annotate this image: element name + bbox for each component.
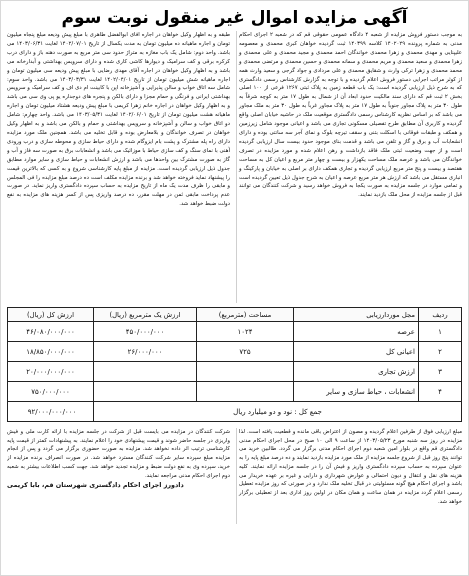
row-item: انشعابات ، حیاط سازی و سایر xyxy=(294,382,419,402)
footer-left-text: شرکت کنندگان در مزایده می بایست قبل از شرکت در جلسه مزایده با ارائه کارت ملی و فیش واریزی در جلسه حاضر شوند و قیمت پیشنهادی خود را اعلام نمایند. به پیشنهادات کمتر از قیمت پایه کارشناسی ترتیب اثر داده نخواهد شد. مزایده به صورت حضوری برگزار می گردد و پس از انجام مزایده مبلغ سپرده سایر شرکت کنندگان مسترد خواهد شد. در صورت انصراف برنده مزایده از خرید، سپرده وی به نفع دولت ضبط و مزایده تجدید خواهد شد. جهت کسب اطلاعات بیشتر به شعبه دوم اجرای احکام مدنی مراجعه نمایند. xyxy=(7,429,230,479)
row-area: ۱۰۲۴ xyxy=(197,322,294,342)
row-item: ارزش تجاری xyxy=(294,362,419,382)
row-total-value: ۲۰/۰۰۰/۰۰۰/۰۰۰ xyxy=(8,362,94,382)
row-unit-value: ۴۵۰/۰۰۰/۰۰۰ xyxy=(94,322,197,342)
table-row xyxy=(8,382,462,402)
row-index: ۳ xyxy=(419,362,462,382)
notice-header xyxy=(7,5,462,31)
row-total-value: ۱۸/۸۵۰/۰۰۰/۰۰۰ xyxy=(8,342,94,362)
notice-footer xyxy=(7,428,462,524)
row-item: اعیانی کل xyxy=(294,342,419,362)
row-unit-value xyxy=(94,382,197,402)
table-row xyxy=(8,322,462,342)
valuation-table xyxy=(7,307,462,422)
table-row xyxy=(8,342,462,362)
body-left-column: طبقه و به اظهار وکیل خواهان در اجاره افای ابوالفضل طاهری با مبلغ پیش ودیعه مبلغ پنجاه میلیون تومان و اجاره ماهیانه ده میلیون تومان به مدت یکسال از تاریخ ۱۴۰۲/۰۷/۰۱ لغایت ۱۴۰۳/۰۶/۳۱ می باشد. واحد دوم: شامل یک باب مغازه به متراژ حدود سی متر مربع به صورت دهنه باز و دارای درب کرکره برقی و کف سرامیک و دیوارها کاشی کاری شده و دارای سرویس بهداشتی و آبدارخانه می باشد و به اظهار وکیل خواهان در اجاره آقای مهدی رضایی با مبلغ پیش ودیعه سی میلیون تومان و اجاره ماهیانه شش میلیون تومان از تاریخ ۱۴۰۲/۰۴/۰۱ لغایت ۱۴۰۳/۰۳/۳۱ می باشد. واحد سوم: شامل سه اتاق خواب و سالن پذیرایی و آشپزخانه اپن با کابینت ام دی اف و کف سرامیک و سرویس بهداشتی ایرانی و فرنگی و حمام مجزا و دارای بالکن و پنجره های دوجداره یو پی وی سی می باشد و به اظهار وکیل خواهان در اجاره خانم زهرا کریمی با مبلغ پیش ودیعه هشتاد میلیون تومان و اجاره ماهیانه هشت میلیون تومان از تاریخ ۱۴۰۲/۰۶/۰۱ لغایت ۱۴۰۳/۰۵/۳۱ می باشد. واحد چهارم: شامل دو اتاق خواب و سالن و آشپزخانه و سرویس بهداشتی و حمام و بالکن می باشد و به اظهار وکیل خواهان در تصرف خواندگان و بلامعارض بوده و قابل تخلیه می باشد. همچنین ملک مورد مزایده دارای راه پله مشترک و پشت بام ایزوگام شده و دارای حیاط سازی و محوطه سازی و درب ورودی آهنی با نمای سنگ و کف سازی حیاط با موزائیک می باشد و انشعابات برق به صورت سه فاز و آب و گاز به صورت مشترک بین واحدها می باشد و ارزش انشعابات و حیاط سازی و سایر موارد مطابق جدول ذیل ارزیابی گردیده است. مزایده از مبلغ پایه کارشناسی شروع و به کسی که بالاترین قیمت را پیشنهاد نماید فروخته خواهد شد و برنده مزایده مکلف است ده درصد مبلغ مزایده را فی المجلس و مابقی را ظرف مدت یک ماه از تاریخ مزایده به حساب سپرده دادگستری واریز نماید. در صورت عدم پرداخت مابقی ثمن در مهلت مقرر، ده درصد واریزی پس از کسر هزینه های مزایده به نفع دولت ضبط خواهد شد. xyxy=(7,32,230,208)
row-total-value: ۴۶/۰۸۰/۰۰۰/۰۰۰ xyxy=(8,322,94,342)
footer-right-column: مبلغ ارزیابی فوق از طرفین اعلام گردیده و مصون از اعتراض باقی مانده و قطعیت یافته است. لذا مزایده در روز سه شنبه مورخ ۱۴۰۳/۰۵/۲۳ از ساعت ۹ الی ۱۰ صبح در محل اجرای احکام مدنی دادگستری قم واقع در بلوار امین شعبه دوم اجرای احکام مدنی برگزار می گردد. طالبین خرید می توانند پنج روز قبل از شروع جلسه مزایده از ملک مورد مزایده بازدید نمایند و ده درصد مبلغ پایه را به عنوان سپرده به حساب سپرده دادگستری واریز و فیش آن را در جلسه مزایده ارائه نمایند. کلیه هزینه های نقل و انتقال و دیون احتمالی و عوارض شهرداری و دارایی و غیره بر عهده خریدار می باشد و اجرای احکام هیچ گونه مسئولیتی در قبال تخلیه ملک ندارد و در صورتی که روز مزایده تعطیل رسمی اعلام گردد مزایده در همان ساعت و همان مکان در اولین روز اداری بعد از تعطیلی برگزار خواهد شد. xyxy=(236,428,462,524)
notice-title: آگهی مزایده اموال غیر منقول نوبت سوم xyxy=(61,8,408,28)
row-area: ۷۲۵ xyxy=(197,342,294,362)
body-right-column: به موجب دستور فروش مزایده از شعبه ۴ دادگاه عمومی حقوقی قم که در شعبه ۲ اجرای احکام مدنی به شماره پرونده ۱۴۰۲۰۲۹ کلاسه ۱۴۰۳۹۹ ثبت گردیده خواهان کبری محمدی و معصومه علیپنایی و مهدی محمدی و زهرا محمدی خواندگان احمد محمدی و مجید محمدی و علی محمدی و زهرا محمدی و سعید محمدی و مریم محمدی و سمانه محمدی و حسین محمدی و مرتضی محمدی و محمد محمدی و زهرا ترکی وارث و شقایق محمدی و علی مردادی و جواد گرجی و سعید وارث همه از کوثر مراتب اجرایی دستور فروش اعلام گردیده و با توجه به گزارش کارشناس رسمی دادگستری که به شرح ذیل ارزیابی گردیده است: یک باب قطعه زمین به پلاک ثبتی ۱۲۶۷ فرعی از ۱۰۰ اصلی بخش ۲ ثبت قم که دارای سند مالکیت حدود ابعاد آن از شمال به طول ۱۷ متر به کوچه شرقاً به طول ۳۰ متر به پلاک مجاور جنوباً به طول ۱۷ متر به پلاک مجاور غرباً به طول ۳۰ متر به ملک مجاور می باشد که بر اساس نظریه کارشناس رسمی دادگستری موقعیت ملک در حاشیه خیابان اصلی واقع گردیده و کاربری آن مطابق طرح تفصیلی مسکونی تجاری می باشد و اعیانی موجود شامل زیرزمین و همکف و طبقات فوقانی با اسکلت بتنی و سقف تیرچه بلوک و نمای آجر سه سانتی بوده و دارای انشعابات آب و برق و گاز و تلفن می باشد و قدمت بنای موجود حدود بیست سال ارزیابی گردیده است و از جهت وضعیت ثبتی ملک فاقد بازداشت و رهن اعلام شده و مورد مزایده در تصرف خواندگان می باشد و عرصه ملک مساحت یکهزار و بیست و چهار متر مربع و اعیان کل به مساحت هفتصد و بیست و پنج متر مربع ارزیابی گردیده و تجاری همکف دارای بر اصلی به خیابان و پارکینگ و انباری مستقل می باشد که ارزش هر متر مربع عرصه و اعیان به شرح جدول ذیل تعیین گردیده است و تمامی موارد در جلسه مزایده به صورت یکجا به فروش خواهد رسید و شرکت کنندگان می توانند قبل از جلسه مزایده از محل ملک بازدید نمایند. xyxy=(236,31,462,303)
notice-body xyxy=(7,31,462,303)
row-item: عرصه xyxy=(294,322,419,342)
row-area xyxy=(197,362,294,382)
signature-line: دادورز اجرای احکام دادگستری شهرستان قم، بابا کریمی xyxy=(7,481,184,490)
row-area xyxy=(197,382,294,402)
row-unit-value: ۲۶/۰۰۰/۰۰۰ xyxy=(94,342,197,362)
table-header-row xyxy=(8,308,462,322)
column-header-unit-value: ارزش یک مترمربع (ریال) xyxy=(94,308,197,322)
table-row xyxy=(8,362,462,382)
table-sum-row xyxy=(8,402,462,422)
column-header-area: مساحت (مترمربع) xyxy=(197,308,294,322)
row-total-value: ۷۵۰/۰۰۰/۰۰۰ xyxy=(8,382,94,402)
column-header-total-value: ارزش کل (ریال) xyxy=(8,308,94,322)
row-index: ۴ xyxy=(419,382,462,402)
column-header-item: مجل موردارزیابی xyxy=(294,308,419,322)
sum-value: ۹۲/۰۰۰/۰۰۰/۰۰۰ xyxy=(8,402,94,422)
row-index: ۱ xyxy=(419,322,462,342)
footer-left-column xyxy=(7,428,230,524)
row-index: ۲ xyxy=(419,342,462,362)
column-header-index: ردیف xyxy=(419,308,462,322)
row-unit-value xyxy=(94,362,197,382)
sum-label: جمع کل : نود و دو میلیارد ریال xyxy=(94,402,462,422)
